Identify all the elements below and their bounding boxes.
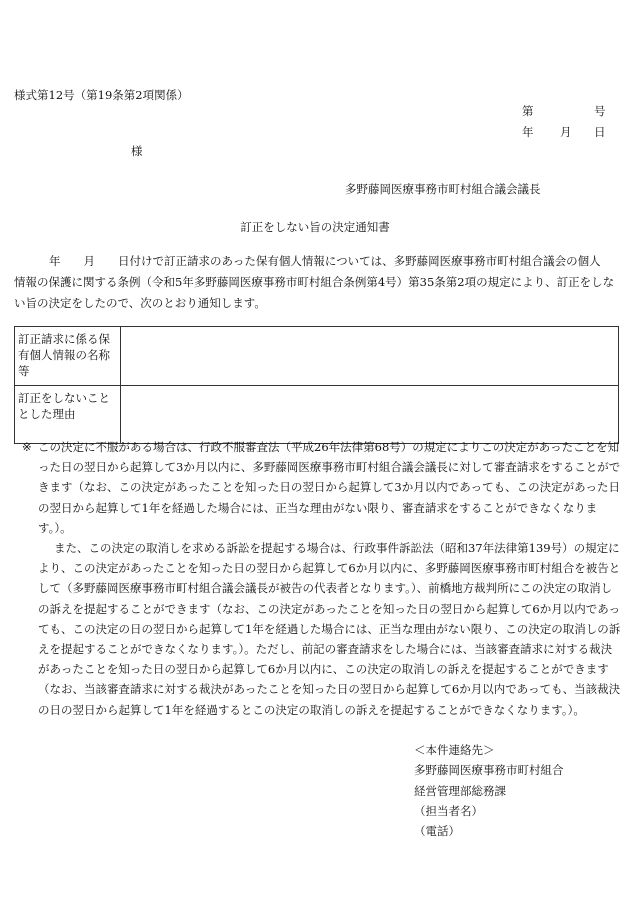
contact-organization: 多野藤岡医療事務市町村組合	[414, 763, 564, 778]
form-number-label: 様式第12号（第19条第2項関係）	[14, 88, 189, 102]
note-appeal-text: この決定に不服がある場合は、行政不服審査法（平成26年法律第68号）の規定によりこの決定があったことを知った日の翌日から起算して3か月以内に、多野藤岡医療事務市町村組合議会議長に対して審査請求をすることができます（なお、この決定があったことを知った日の翌日から起算して3か月以内であっても、この決定があった日の翌日から起算して1年を経過した場合には、正当な理由がない限り、審査請求をすることができなくなります。）。	[38, 440, 621, 535]
sender-name: 多野藤岡医療事務市町村組合議会議長	[345, 182, 541, 196]
info-table	[14, 326, 619, 444]
contact-department: 経営管理部総務課	[414, 783, 506, 798]
note-lawsuit: また、この決定の取消しを求める訴訟を提起する場合は、行政事件訴訟法（昭和37年法律第139号）の規定により、この決定があったことを知った日の翌日から起算して6か月以内に、多野藤岡医療事務市町村組合を被告として（多野藤岡医療事務市町村組合議会議長が被告の代表者となります。）、前橋地方裁判所にこの決定の取消しの訴えを提起することができます（なお、この決定があったことを知った日の翌日から起算して6か月以内であっても、この決定の日の翌日から起算して1年を経過した場合には、正当な理由がない限り、この決定の取消しの訴えを提起することができなくなります。）。ただし、前記の審査請求をした場合には、当該審査請求に対する裁決があったことを知った日の翌日から起算して6か月以内に、この決定の取消しの訴えを提起することができます（なお、当該審査請求に対する裁決があったことを知った日の翌日から起算して6か月以内であっても、当該裁決の日の翌日から起算して1年を経過するとこの決定の取消しの訴えを提起することができなくなります。）。	[38, 541, 621, 717]
document-number-suffix: 号	[594, 104, 606, 118]
addressee-suffix: 様	[131, 144, 143, 158]
document-title: 訂正をしない旨の決定通知書	[240, 220, 390, 234]
notice-body-rest: 情報の保護に関する条例（令和5年多野藤岡医療事務市町村組合条例第4号）第35条第2項の規定により、訂正をしない旨の決定をしたので、次のとおり通知します。	[14, 275, 615, 310]
row-label-reason: 訂正をしないこととした理由	[15, 386, 121, 444]
document-number-prefix: 第	[522, 104, 534, 118]
row-label-info-name: 訂正請求に係る保有個人情報の名称等	[15, 327, 121, 386]
issue-date	[522, 124, 606, 140]
date-year: 年	[522, 125, 534, 139]
row-value-reason	[121, 386, 619, 444]
document-number	[522, 103, 606, 119]
contact-person: （担当者名）	[414, 803, 483, 818]
row-value-info-name	[121, 327, 619, 386]
notes-section	[22, 437, 622, 720]
date-month: 月	[560, 125, 572, 139]
contact-phone: （電話）	[414, 824, 460, 839]
note-appeal	[22, 437, 622, 538]
notice-body-first-line: 年 月 日付けで訂正請求のあった保有個人情報については、多野藤岡医療事務市町村組合議会の個人	[49, 254, 601, 268]
notice-body	[14, 251, 620, 314]
date-day: 日	[594, 125, 606, 139]
note-mark: ※	[22, 440, 32, 454]
contact-block	[414, 740, 564, 841]
contact-heading: ＜本件連絡先＞	[414, 743, 495, 757]
